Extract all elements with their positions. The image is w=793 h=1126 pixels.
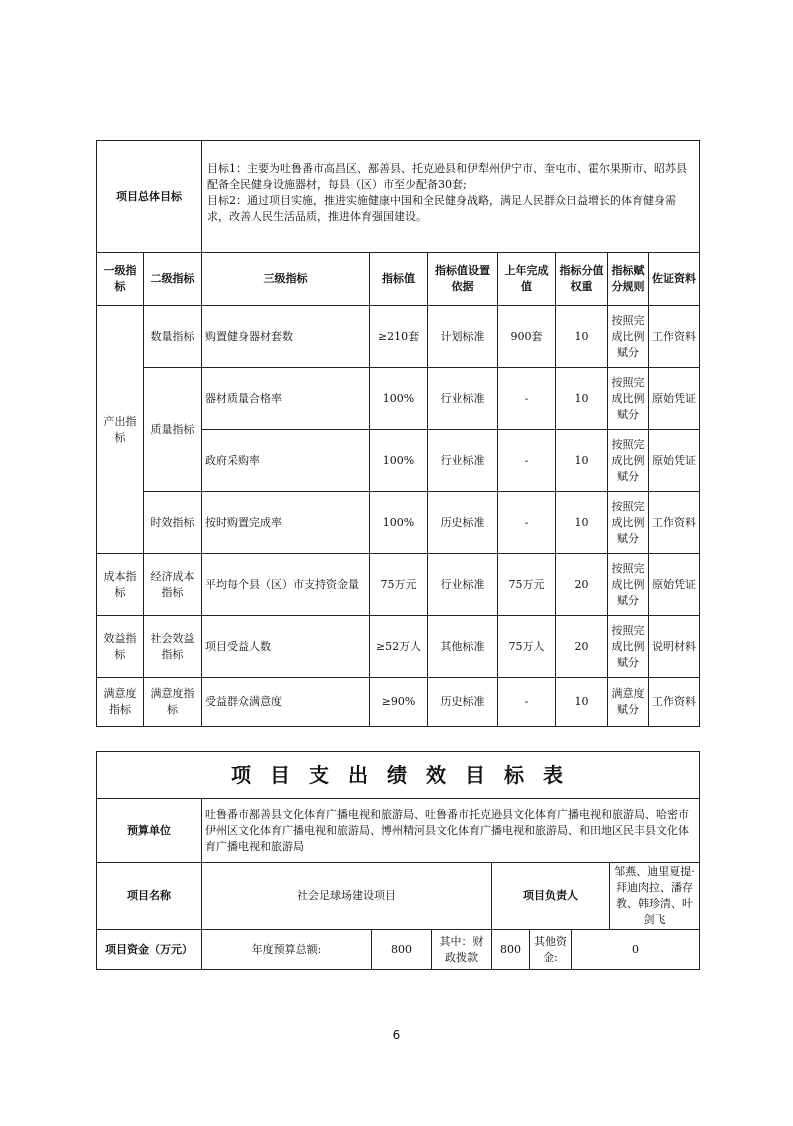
project-name-value: 社会足球场建设项目: [202, 863, 492, 930]
budget-unit-value: 吐鲁番市鄯善县文化体育广播电视和旅游局、吐鲁番市托克逊县文化体育广播电视和旅游局、哈密市伊州区文化体育广播电视和旅游局、博州精河县文化体育广播电视和旅游局、和田地区民丰县文化体育广播电视和旅游局: [202, 799, 700, 863]
rule-cell: 满意度赋分: [608, 678, 649, 727]
header-basis: 指标值设置依据: [428, 253, 498, 306]
last-cell: 75万元: [498, 554, 556, 616]
weight-cell: 20: [556, 554, 608, 616]
level2-social-benefit: 社会效益指标: [144, 616, 202, 678]
weight-cell: 10: [556, 368, 608, 430]
project-expenditure-table: [96, 751, 700, 970]
header-rule: 指标赋分规则: [608, 253, 649, 306]
basis-cell: 行业标准: [428, 554, 498, 616]
header-value: 指标值: [370, 253, 428, 306]
other-value: 0: [572, 930, 700, 970]
level1-output: 产出指标: [97, 306, 144, 554]
level3-cell: 项目受益人数: [202, 616, 370, 678]
table-row: [97, 368, 700, 430]
goal-text: 目标1：主要为吐鲁番市高昌区、鄯善县、托克逊县和伊犁州伊宁市、奎屯市、霍尔果斯市、昭苏县配备全民健身设施器材，每县（区）市至少配备30套; 目标2：通过项目实施，推进实施健康中国和全民健身战略，满足人民群众日益增长的体育健身需求，改善人民生活品质，推进体育强国建设。: [202, 141, 700, 253]
last-cell: 75万人: [498, 616, 556, 678]
value-cell: 100%: [370, 368, 428, 430]
basis-cell: 行业标准: [428, 368, 498, 430]
table-row: [97, 554, 700, 616]
evidence-cell: 工作资料: [649, 492, 700, 554]
goal-label: 项目总体目标: [97, 141, 202, 253]
evidence-cell: 原始凭证: [649, 554, 700, 616]
level1-satisfaction: 满意度指标: [97, 678, 144, 727]
rule-cell: 按照完成比例赋分: [608, 492, 649, 554]
table-row: [97, 616, 700, 678]
fiscal-value: 800: [492, 930, 530, 970]
weight-cell: 10: [556, 678, 608, 727]
rule-cell: 按照完成比例赋分: [608, 306, 649, 368]
table-row: [97, 306, 700, 368]
value-cell: ≥90%: [370, 678, 428, 727]
header-level1: 一级指标: [97, 253, 144, 306]
evidence-cell: 原始凭证: [649, 368, 700, 430]
header-evidence: 佐证资料: [649, 253, 700, 306]
header-level3: 三级指标: [202, 253, 370, 306]
evidence-cell: 工作资料: [649, 678, 700, 727]
level3-cell: 政府采购率: [202, 430, 370, 492]
last-cell: 900套: [498, 306, 556, 368]
project-name-label: 项目名称: [97, 863, 202, 930]
level3-cell: 购置健身器材套数: [202, 306, 370, 368]
level3-cell: 受益群众满意度: [202, 678, 370, 727]
value-cell: ≥210套: [370, 306, 428, 368]
level3-cell: 平均每个县（区）市支持资金量: [202, 554, 370, 616]
rule-cell: 按照完成比例赋分: [608, 554, 649, 616]
evidence-cell: 说明材料: [649, 616, 700, 678]
level2-quantity: 数量指标: [144, 306, 202, 368]
last-cell: -: [498, 430, 556, 492]
weight-cell: 10: [556, 430, 608, 492]
evidence-cell: 工作资料: [649, 306, 700, 368]
level2-quality: 质量指标: [144, 368, 202, 492]
owner-label: 项目负责人: [492, 863, 610, 930]
value-cell: 75万元: [370, 554, 428, 616]
header-row: [97, 253, 700, 306]
last-cell: -: [498, 368, 556, 430]
header-weight: 指标分值权重: [556, 253, 608, 306]
rule-cell: 按照完成比例赋分: [608, 368, 649, 430]
annual-budget-value: 800: [372, 930, 432, 970]
budget-unit-label: 预算单位: [97, 799, 202, 863]
level1-cost: 成本指标: [97, 554, 144, 616]
page-number: 6: [392, 1028, 401, 1042]
basis-cell: 行业标准: [428, 430, 498, 492]
value-cell: 100%: [370, 430, 428, 492]
basis-cell: 其他标准: [428, 616, 498, 678]
weight-cell: 20: [556, 616, 608, 678]
level2-satisfaction: 满意度指标: [144, 678, 202, 727]
performance-indicator-table: [96, 140, 700, 727]
weight-cell: 10: [556, 492, 608, 554]
value-cell: 100%: [370, 492, 428, 554]
other-label: 其他资金:: [530, 930, 572, 970]
level3-cell: 器材质量合格率: [202, 368, 370, 430]
annual-budget-label: 年度预算总额:: [202, 930, 372, 970]
level1-benefit: 效益指标: [97, 616, 144, 678]
last-cell: -: [498, 492, 556, 554]
owner-value: 邹燕、迪里夏提·拜迪肉拉、潘存教、韩珍清、叶剑飞: [610, 863, 700, 930]
level3-cell: 按时购置完成率: [202, 492, 370, 554]
table-title: 项目支出绩效目标表: [97, 752, 700, 799]
basis-cell: 计划标准: [428, 306, 498, 368]
fiscal-label: 其中：财政拨款: [432, 930, 492, 970]
evidence-cell: 原始凭证: [649, 430, 700, 492]
header-last: 上年完成值: [498, 253, 556, 306]
value-cell: ≥52万人: [370, 616, 428, 678]
funds-label: 项目资金（万元）: [97, 930, 202, 970]
basis-cell: 历史标准: [428, 678, 498, 727]
last-cell: -: [498, 678, 556, 727]
header-level2: 二级指标: [144, 253, 202, 306]
table-row: [97, 678, 700, 727]
level2-timeliness: 时效指标: [144, 492, 202, 554]
weight-cell: 10: [556, 306, 608, 368]
level2-economic-cost: 经济成本指标: [144, 554, 202, 616]
basis-cell: 历史标准: [428, 492, 498, 554]
rule-cell: 按照完成比例赋分: [608, 430, 649, 492]
rule-cell: 按照完成比例赋分: [608, 616, 649, 678]
table-row: [97, 492, 700, 554]
